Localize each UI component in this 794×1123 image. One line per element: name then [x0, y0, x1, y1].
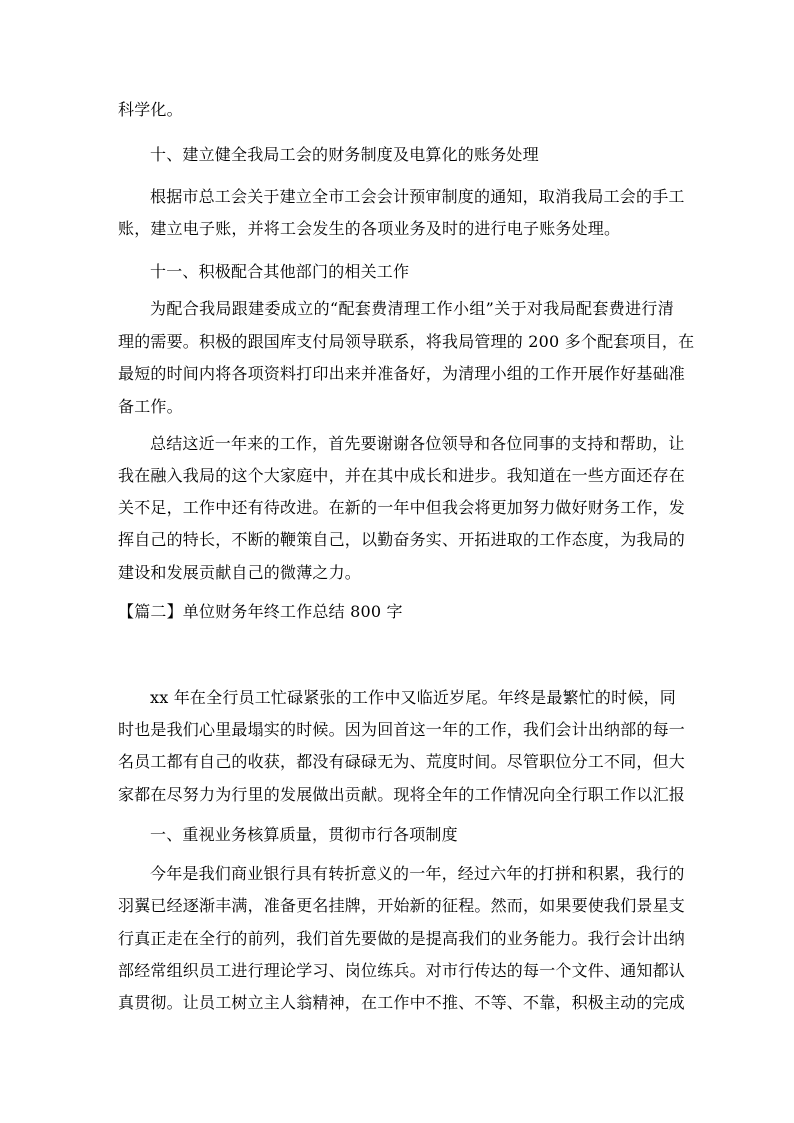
text-line: 关不足，工作中还有待改进。在新的一年中但我会将更加努力做好财务工作，发 — [118, 498, 686, 517]
text-line: 备工作。 — [118, 397, 183, 416]
text-line: 部经常组织员工进行理论学习、岗位练兵。对市行传达的每一个文件、通知都认 — [118, 961, 686, 980]
article-heading: 【篇二】单位财务年终工作总结 800 字 — [118, 602, 403, 621]
text-line: 名员工都有自己的收获，都没有碌碌无为、荒度时间。尽管职位分工不同，但大 — [118, 752, 686, 771]
text-line: 挥自己的特长，不断的鞭策自己，以勤奋务实、开拓进取的工作态度，为我局的 — [118, 530, 686, 549]
text-line: 今年是我们商业银行具有转折意义的一年，经过六年的打拼和积累，我行的 — [150, 864, 685, 883]
text-line: 为配合我局跟建委成立的“配套费清理工作小组”关于对我局配套费进行清 — [150, 299, 674, 318]
section-heading: 十一、积极配合其他部门的相关工作 — [150, 262, 410, 281]
text-line: 家都在尽努力为行里的发展做出贡献。现将全年的工作情况向全行职工作以汇报 — [118, 785, 686, 804]
text-line: 最短的时间内将各项资料打印出来并准备好，为清理小组的工作开展作好基础准 — [118, 364, 686, 383]
text-line: 我在融入我局的这个大家庭中，并在其中成长和进步。我知道在一些方面还存在 — [118, 466, 686, 485]
text-line: 根据市总工会关于建立全市工会会计预审制度的通知，取消我局工会的手工 — [150, 187, 685, 206]
text-line: 羽翼已经逐渐丰满，准备更名挂牌，开始新的征程。然而，如果要使我们景星支 — [118, 896, 686, 915]
text-line: xx 年在全行员工忙碌紧张的工作中又临近岁尾。年终是最繁忙的时候，同 — [150, 688, 676, 707]
text-line: 真贯彻。让员工树立主人翁精神，在工作中不推、不等、不靠，积极主动的完成 — [118, 993, 686, 1012]
text-line: 建设和发展贡献自己的微薄之力。 — [118, 563, 362, 582]
section-heading: 一、重视业务核算质量，贯彻市行各项制度 — [150, 825, 458, 844]
text-line: 理的需要。积极的跟国库支付局领导联系，将我局管理的 200 多个配套项目，在 — [118, 332, 695, 351]
section-heading: 十、建立健全我局工会的财务制度及电算化的账务处理 — [150, 145, 539, 164]
text-line: 总结这近一年来的工作，首先要谢谢各位领导和各位同事的支持和帮助，让 — [150, 434, 685, 453]
text-line: 行真正走在全行的前列，我们首先要做的是提高我们的业务能力。我行会计出纳 — [118, 929, 686, 948]
text-line: 时也是我们心里最塌实的时候。因为回首这一年的工作，我们会计出纳部的每一 — [118, 720, 686, 739]
text-line: 科学化。 — [118, 100, 183, 119]
text-line: 账，建立电子账，并将工会发生的各项业务及时的进行电子账务处理。 — [118, 219, 621, 238]
